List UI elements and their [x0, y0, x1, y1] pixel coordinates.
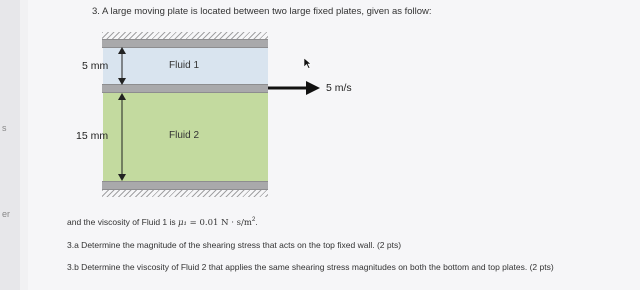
sidebar-text-fragment: er [2, 209, 11, 219]
mouse-cursor-icon [304, 56, 312, 74]
part-b-question: 3.b Determine the viscosity of Fluid 2 that applies the same shearing stress magnitudes on both the bottom and top plates. (2 pts) [67, 262, 554, 272]
velocity-label: 5 m/s [326, 82, 352, 94]
viscosity-statement [67, 217, 258, 228]
viscosity-prefix: and the viscosity of Fluid 1 is [67, 217, 179, 227]
velocity-arrow [268, 81, 320, 95]
viscosity-symbol: μ₁ [178, 218, 187, 228]
fluid-1-label: Fluid 1 [169, 60, 200, 71]
viscosity-suffix: . [255, 217, 258, 227]
part-a-question: 3.a Determine the magnitude of the shearing stress that acts on the top fixed wall. (2 pts) [67, 240, 402, 250]
gap-1-dimension-arrow [118, 47, 126, 85]
viscosity-exponent: 2 [251, 217, 256, 224]
gap-1-dimension-label: 5 mm [82, 60, 109, 72]
gap-2-dimension-label: 15 mm [76, 130, 109, 142]
gap-2-dimension-arrow [118, 93, 126, 181]
sidebar-text-fragment: s [2, 123, 7, 133]
question-title: 3. A large moving plate is located between two large fixed plates, given as follow: [92, 6, 432, 17]
viscosity-value: = 0.01 N · s/m [186, 218, 252, 228]
fluid-2-label: Fluid 2 [169, 130, 200, 141]
